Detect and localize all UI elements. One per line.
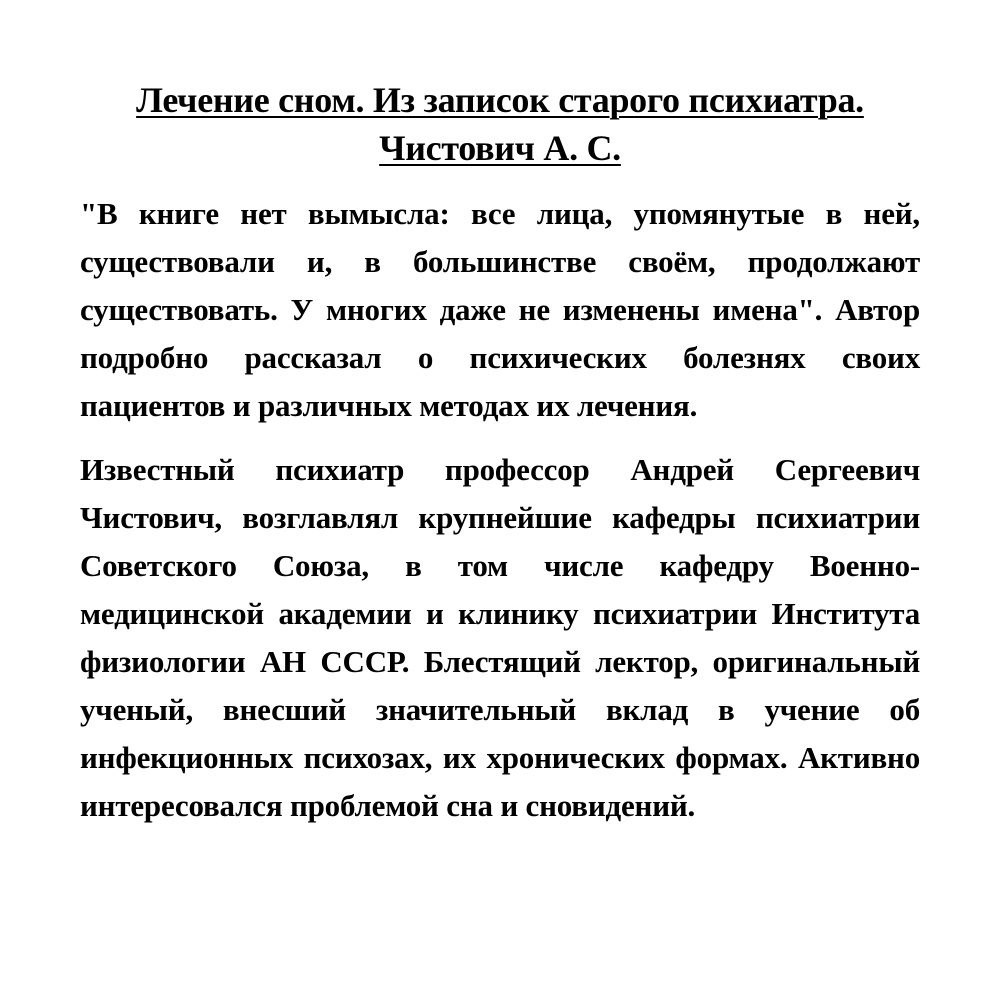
quote-paragraph: "В книге нет вымысла: все лица, упомянутые в ней, существовали и, в большинстве своём, продолжают существовать. У многих даже не изменены имена". Автор подробно рассказал о психических болезнях своих пациентов и различных методах их лечения. [80, 196, 920, 423]
title-line-author: Чистович А. С. [379, 128, 621, 168]
author-bio-paragraph: Известный психиатр профессор Андрей Сергеевич Чистович, возглавлял крупнейшие кафедры психиатрии Советского Союза, в том числе кафедру Военно-медицинской академии и клинику психиатрии Института физиологии АН СССР. Блестящий лектор, оригинальный ученый, внесший значительный вклад в учение об инфекционных психозах, их хронических формах. Активно интересовался проблемой сна и сновидений. [80, 452, 920, 823]
document-title [80, 76, 920, 172]
title-line-book: Лечение сном. Из записок старого психиатра. [136, 80, 864, 120]
